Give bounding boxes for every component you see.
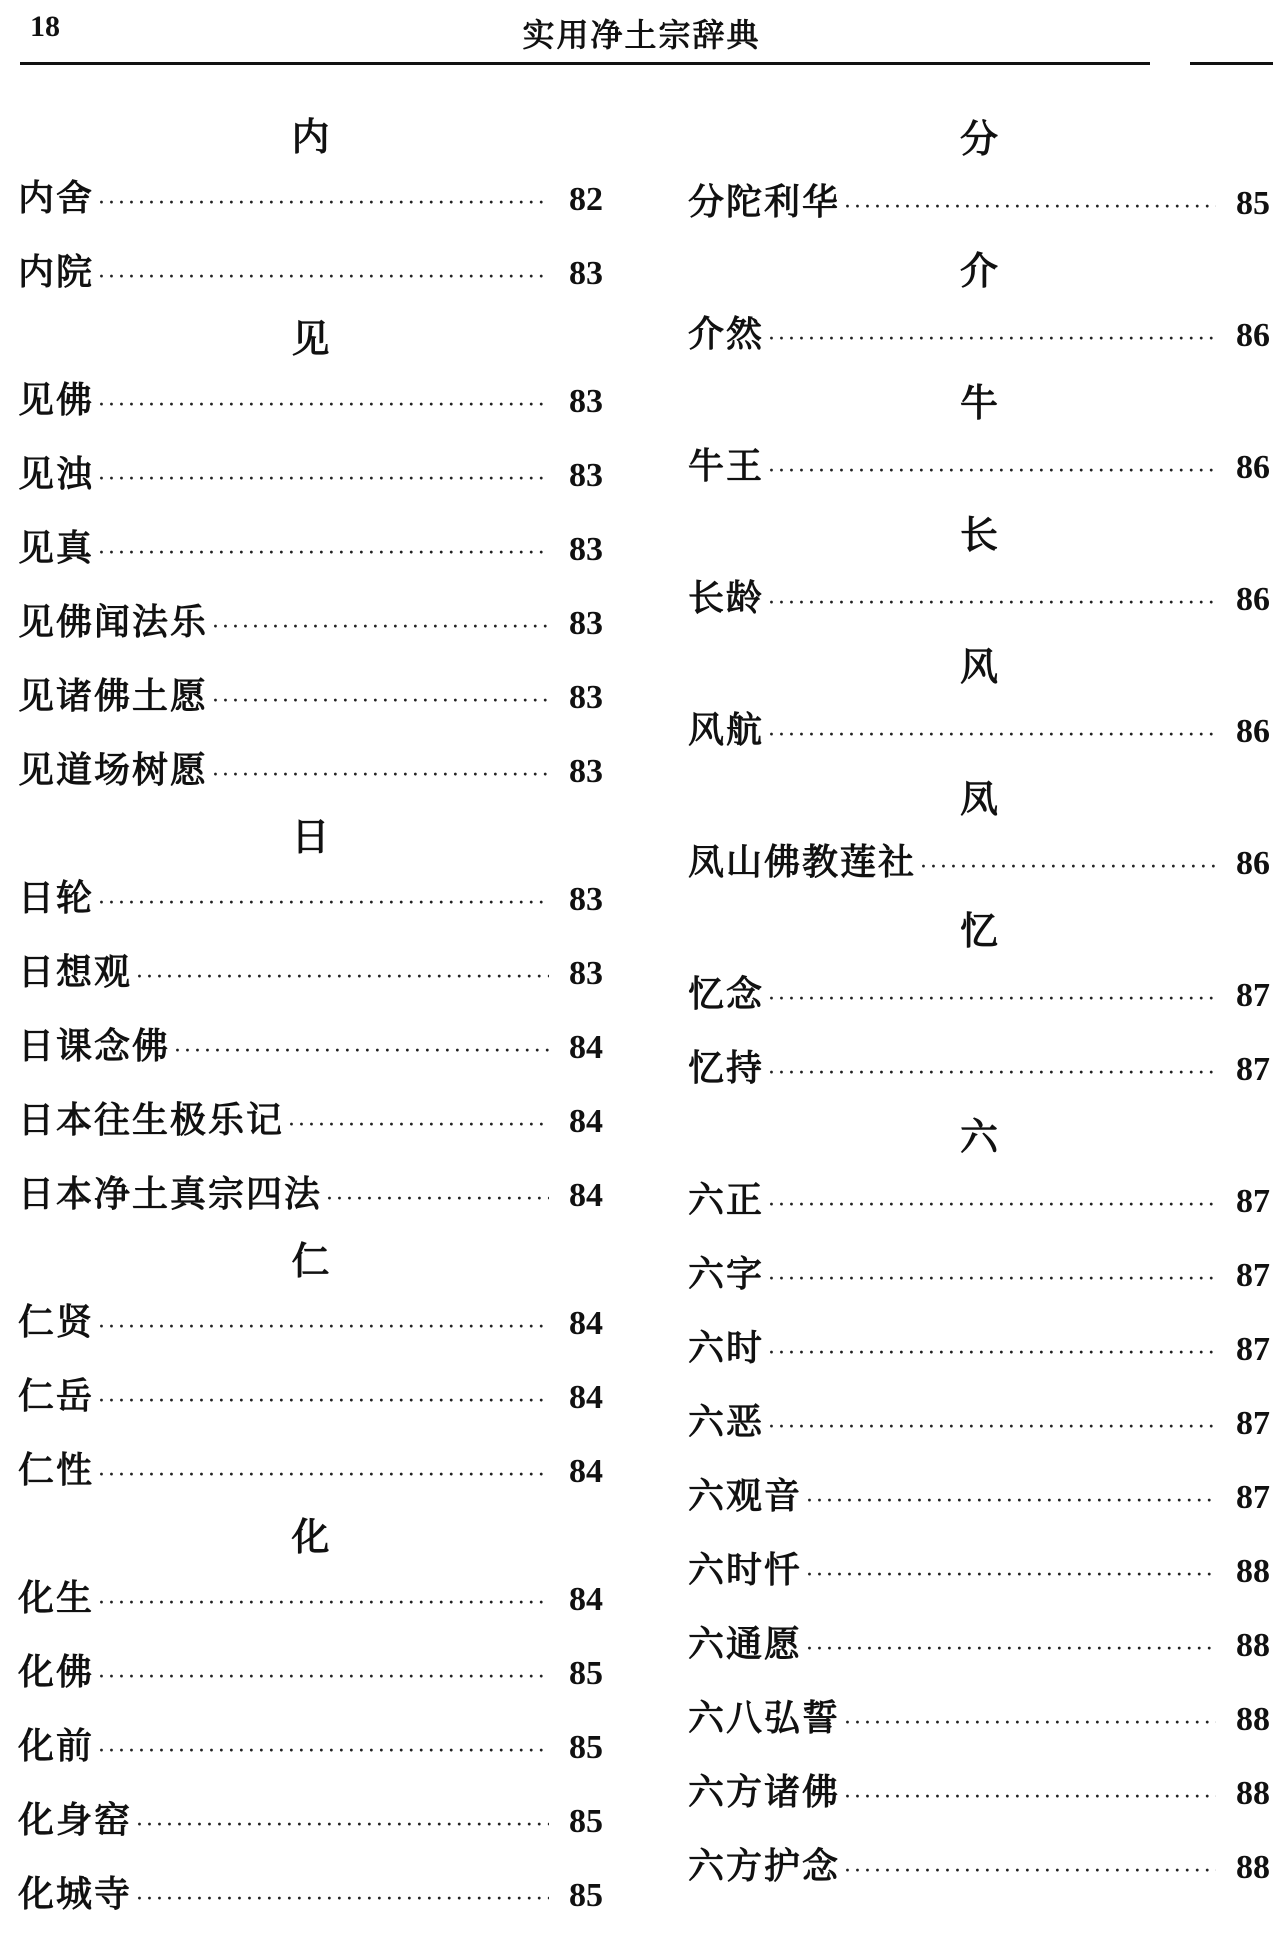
entry-page-number: 85 [569, 1877, 603, 1914]
entry-term: 分陀利华 [688, 181, 841, 223]
page-header [0, 0, 1283, 80]
entry-page-number: 86 [1236, 845, 1270, 882]
index-entry [688, 1462, 1270, 1536]
leader-dots [98, 1382, 549, 1422]
entry-page-number: 83 [569, 881, 603, 918]
leader-dots [768, 584, 1216, 624]
index-entry [18, 1860, 603, 1934]
leader-dots [844, 188, 1216, 228]
index-entry [18, 1160, 603, 1234]
index-entry [18, 1012, 603, 1086]
leader-dots [174, 1032, 549, 1072]
index-entry [688, 1832, 1270, 1906]
index-entry [688, 828, 1270, 902]
index-entry [688, 1536, 1270, 1610]
entry-page-number: 86 [1236, 581, 1270, 618]
index-entry [688, 1240, 1270, 1314]
index-entry [688, 1388, 1270, 1462]
entry-page-number: 88 [1236, 1849, 1270, 1886]
index-entry [18, 238, 603, 312]
index-entry [18, 588, 603, 662]
leader-dots [98, 258, 549, 298]
leader-dots [806, 1556, 1216, 1596]
index-entry [688, 696, 1270, 770]
section-heading: 六 [959, 1114, 998, 1159]
index-entry [688, 1314, 1270, 1388]
entry-term: 见佛 [18, 379, 95, 421]
entry-page-number: 84 [569, 1581, 603, 1618]
entry-page-number: 87 [1236, 977, 1270, 1014]
index-entry [18, 662, 603, 736]
entry-page-number: 88 [1236, 1553, 1270, 1590]
entry-term: 牛王 [688, 445, 765, 487]
index-entry [688, 168, 1270, 242]
entry-term: 仁贤 [18, 1301, 95, 1343]
index-entry [18, 938, 603, 1012]
entry-page-number: 85 [569, 1729, 603, 1766]
leader-dots [98, 1732, 549, 1772]
index-entry [688, 300, 1270, 374]
page-number: 18 [30, 10, 60, 43]
entry-page-number: 86 [1236, 317, 1270, 354]
entry-term: 六方诸佛 [688, 1771, 841, 1813]
entry-page-number: 86 [1236, 713, 1270, 750]
leader-dots [806, 1482, 1216, 1522]
index-entry [18, 1086, 603, 1160]
leader-dots [98, 184, 549, 224]
entry-page-number: 82 [569, 181, 603, 218]
entry-term: 六观音 [688, 1475, 803, 1517]
leader-dots [768, 716, 1216, 756]
index-entry [18, 1362, 603, 1436]
index-entry [18, 164, 603, 238]
leader-dots [768, 980, 1216, 1020]
entry-term: 六字 [688, 1253, 765, 1295]
index-column-right [688, 110, 1270, 1906]
entry-page-number: 83 [569, 753, 603, 790]
entry-page-number: 84 [569, 1379, 603, 1416]
section-heading: 仁 [291, 1238, 330, 1283]
entry-term: 内舍 [18, 177, 95, 219]
entry-term: 化前 [18, 1725, 95, 1767]
entry-page-number: 83 [569, 531, 603, 568]
entry-term: 日本净土真宗四法 [18, 1173, 323, 1215]
leader-dots [212, 756, 549, 796]
entry-page-number: 86 [1236, 449, 1270, 486]
entry-term: 日本往生极乐记 [18, 1099, 285, 1141]
entry-page-number: 87 [1236, 1257, 1270, 1294]
index-entry [688, 564, 1270, 638]
leader-dots [98, 1308, 549, 1348]
leader-dots [844, 1778, 1216, 1818]
leader-dots [768, 1334, 1216, 1374]
leader-dots [98, 1658, 549, 1698]
leader-dots [288, 1106, 549, 1146]
entry-page-number: 83 [569, 605, 603, 642]
entry-term: 见浊 [18, 453, 95, 495]
leader-dots [806, 1630, 1216, 1670]
entry-term: 仁性 [18, 1449, 95, 1491]
leader-dots [844, 1704, 1216, 1744]
leader-dots [136, 1806, 549, 1846]
entry-term: 忆念 [688, 973, 765, 1015]
entry-term: 长龄 [688, 577, 765, 619]
entry-term: 六时忏 [688, 1549, 803, 1591]
index-entry [688, 960, 1270, 1034]
entry-term: 化生 [18, 1577, 95, 1619]
entry-term: 凤山佛教莲社 [688, 841, 917, 883]
entry-page-number: 87 [1236, 1183, 1270, 1220]
entry-term: 化佛 [18, 1651, 95, 1693]
leader-dots [326, 1180, 549, 1220]
index-entry [18, 1786, 603, 1860]
entry-term: 化城寺 [18, 1873, 133, 1915]
entry-term: 六通愿 [688, 1623, 803, 1665]
entry-term: 六时 [688, 1327, 765, 1369]
entry-term: 见真 [18, 527, 95, 569]
entry-page-number: 85 [1236, 185, 1270, 222]
section-heading: 凤 [959, 776, 998, 821]
entry-page-number: 84 [569, 1029, 603, 1066]
index-entry [18, 1436, 603, 1510]
entry-term: 六恶 [688, 1401, 765, 1443]
index-entry [688, 432, 1270, 506]
index-column-left [18, 110, 603, 1934]
index-entry [688, 1034, 1270, 1108]
index-entry [688, 1684, 1270, 1758]
entry-page-number: 87 [1236, 1051, 1270, 1088]
entry-page-number: 87 [1236, 1479, 1270, 1516]
entry-page-number: 84 [569, 1453, 603, 1490]
leader-dots [768, 1054, 1216, 1094]
section-heading: 日 [291, 814, 330, 859]
leader-dots [212, 608, 549, 648]
entry-term: 见佛闻法乐 [18, 601, 209, 643]
leader-dots [136, 1880, 549, 1920]
entry-page-number: 85 [569, 1655, 603, 1692]
entry-term: 见道场树愿 [18, 749, 209, 791]
entry-page-number: 83 [569, 955, 603, 992]
section-heading: 长 [959, 512, 998, 557]
leader-dots [768, 320, 1216, 360]
entry-term: 日轮 [18, 877, 95, 919]
index-entry [18, 736, 603, 810]
entry-page-number: 88 [1236, 1775, 1270, 1812]
index-entry [18, 864, 603, 938]
leader-dots [920, 848, 1216, 888]
leader-dots [98, 1584, 549, 1624]
entry-page-number: 85 [569, 1803, 603, 1840]
leader-dots [136, 958, 549, 998]
index-entry [688, 1758, 1270, 1832]
entry-page-number: 84 [569, 1177, 603, 1214]
header-rule [20, 62, 1150, 65]
index-entry [688, 1166, 1270, 1240]
entry-page-number: 84 [569, 1103, 603, 1140]
leader-dots [98, 534, 549, 574]
leader-dots [98, 386, 549, 426]
section-heading: 风 [959, 644, 998, 689]
leader-dots [212, 682, 549, 722]
entry-page-number: 84 [569, 1305, 603, 1342]
entry-page-number: 87 [1236, 1405, 1270, 1442]
leader-dots [98, 460, 549, 500]
index-entry [18, 366, 603, 440]
section-heading: 内 [291, 114, 330, 159]
entry-term: 风航 [688, 709, 765, 751]
leader-dots [98, 1456, 549, 1496]
leader-dots [844, 1852, 1216, 1892]
index-entry [688, 1610, 1270, 1684]
leader-dots [768, 1260, 1216, 1300]
entry-page-number: 87 [1236, 1331, 1270, 1368]
section-heading: 分 [959, 116, 998, 161]
entry-term: 化身窑 [18, 1799, 133, 1841]
leader-dots [768, 1186, 1216, 1226]
section-heading: 忆 [959, 908, 998, 953]
entry-term: 六方护念 [688, 1845, 841, 1887]
section-heading: 见 [291, 316, 330, 361]
section-heading: 介 [959, 248, 998, 293]
entry-term: 见诸佛土愿 [18, 675, 209, 717]
entry-term: 内院 [18, 251, 95, 293]
entry-term: 仁岳 [18, 1375, 95, 1417]
entry-term: 忆持 [688, 1047, 765, 1089]
entry-term: 日课念佛 [18, 1025, 171, 1067]
section-heading: 牛 [959, 380, 998, 425]
index-entry [18, 514, 603, 588]
entry-page-number: 83 [569, 383, 603, 420]
running-title: 实用净土宗辞典 [522, 16, 761, 54]
leader-dots [768, 1408, 1216, 1448]
index-entry [18, 1712, 603, 1786]
entry-term: 六八弘誓 [688, 1697, 841, 1739]
index-entry [18, 1288, 603, 1362]
header-rule-segment [1190, 62, 1273, 65]
entry-term: 六正 [688, 1179, 765, 1221]
section-heading: 化 [291, 1514, 330, 1559]
entry-term: 日想观 [18, 951, 133, 993]
entry-page-number: 83 [569, 679, 603, 716]
entry-page-number: 83 [569, 457, 603, 494]
index-entry [18, 1564, 603, 1638]
index-entry [18, 440, 603, 514]
entry-page-number: 88 [1236, 1701, 1270, 1738]
entry-page-number: 88 [1236, 1627, 1270, 1664]
entry-page-number: 83 [569, 255, 603, 292]
leader-dots [768, 452, 1216, 492]
entry-term: 介然 [688, 313, 765, 355]
leader-dots [98, 884, 549, 924]
index-entry [18, 1638, 603, 1712]
